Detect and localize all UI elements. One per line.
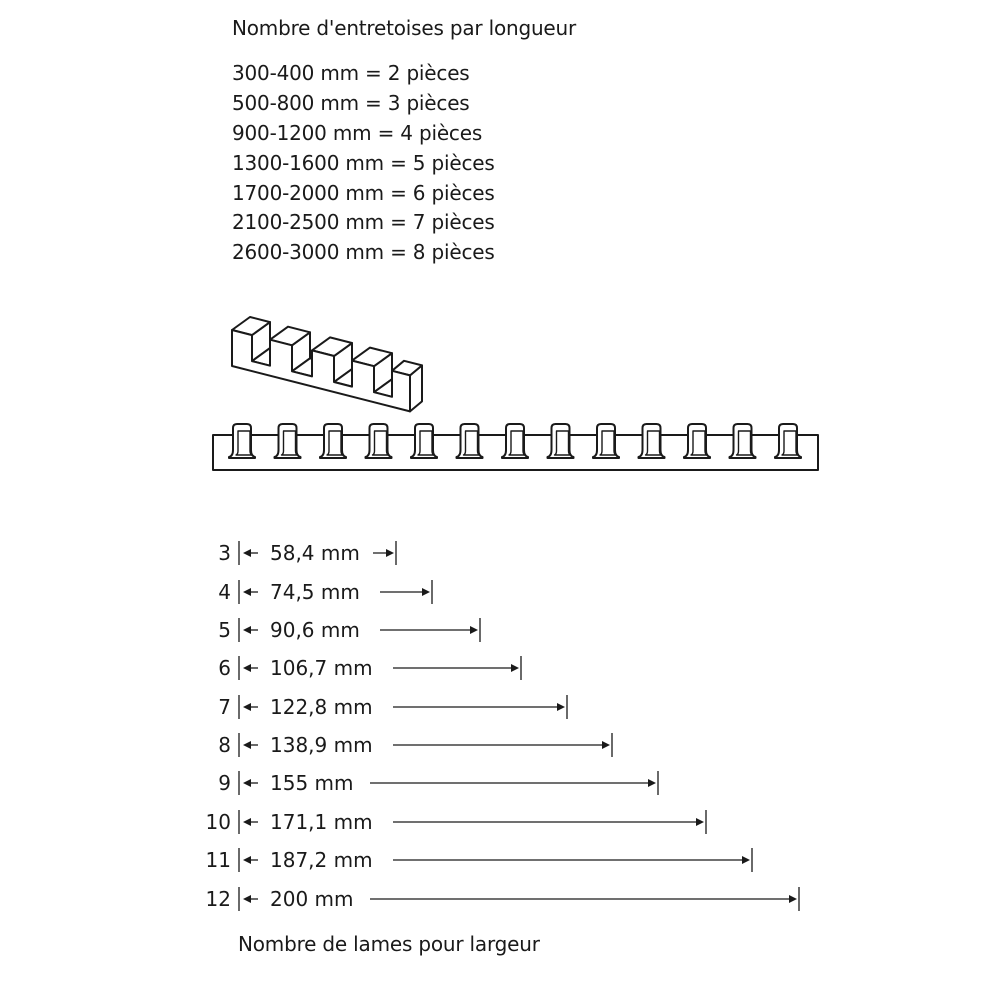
width-row xyxy=(218,695,567,719)
blade-count: 3 xyxy=(218,541,231,565)
blade-count: 8 xyxy=(218,733,231,757)
arrowhead-left xyxy=(243,703,251,711)
rail-clip-slot xyxy=(691,431,707,455)
arrowhead-right xyxy=(557,703,565,711)
arrowhead-right xyxy=(386,549,394,557)
width-value: 171,1 mm xyxy=(270,810,373,834)
spacer-row: 500-800 mm = 3 pièces xyxy=(232,91,470,115)
arrowhead-right xyxy=(511,664,519,672)
width-row xyxy=(206,810,706,834)
rail-clip-slot xyxy=(373,431,389,455)
blade-count: 5 xyxy=(218,618,231,642)
arrowhead-left xyxy=(243,664,251,672)
rail-clip-slot xyxy=(236,431,252,455)
widths-caption: Nombre de lames pour largeur xyxy=(238,932,540,956)
arrowhead-right xyxy=(470,626,478,634)
spacer-row: 1300-1600 mm = 5 pièces xyxy=(232,151,495,175)
width-value: 106,7 mm xyxy=(270,656,373,680)
width-row xyxy=(218,771,658,795)
width-row xyxy=(218,618,480,642)
rail-clip-slot xyxy=(464,431,480,455)
spacer-row: 1700-2000 mm = 6 pièces xyxy=(232,181,495,205)
rail-clip-slot xyxy=(418,431,434,455)
spacer-isometric-illustration xyxy=(232,317,422,411)
width-value: 90,6 mm xyxy=(270,618,360,642)
rail-clip-slot xyxy=(327,431,343,455)
spacers-title: Nombre d'entretoises par longueur xyxy=(232,16,577,40)
width-value: 200 mm xyxy=(270,887,354,911)
width-value: 187,2 mm xyxy=(270,848,373,872)
arrowhead-right xyxy=(602,741,610,749)
width-value: 58,4 mm xyxy=(270,541,360,565)
rail-clip-slot xyxy=(509,431,525,455)
arrowhead-left xyxy=(243,549,251,557)
width-value: 155 mm xyxy=(270,771,354,795)
rail-clip-slot xyxy=(555,431,571,455)
rail-clip-slot xyxy=(737,431,753,455)
rail-clip-slot xyxy=(282,431,298,455)
arrowhead-right xyxy=(648,779,656,787)
rail-clip-slot xyxy=(600,431,616,455)
arrowhead-right xyxy=(742,856,750,864)
spacer-row: 2100-2500 mm = 7 pièces xyxy=(232,210,495,234)
arrowhead-left xyxy=(243,856,251,864)
width-row xyxy=(206,887,799,911)
width-row xyxy=(218,656,521,680)
width-value: 138,9 mm xyxy=(270,733,373,757)
arrowhead-left xyxy=(243,895,251,903)
arrowhead-left xyxy=(243,741,251,749)
arrowhead-right xyxy=(789,895,797,903)
width-row xyxy=(218,541,396,565)
arrowhead-left xyxy=(243,779,251,787)
blade-count: 4 xyxy=(218,580,231,604)
arrowhead-left xyxy=(243,818,251,826)
blade-count: 7 xyxy=(218,695,231,719)
arrowhead-right xyxy=(696,818,704,826)
rail-illustration xyxy=(213,424,818,470)
spacer-row: 900-1200 mm = 4 pièces xyxy=(232,121,483,145)
arrowhead-right xyxy=(422,588,430,596)
width-dimension-list xyxy=(206,541,799,911)
width-row xyxy=(218,580,432,604)
blade-count: 11 xyxy=(205,848,231,872)
blade-count: 10 xyxy=(205,810,231,834)
spacer-row: 300-400 mm = 2 pièces xyxy=(232,61,470,85)
arrowhead-left xyxy=(243,626,251,634)
blade-count: 12 xyxy=(205,887,231,911)
width-row xyxy=(218,733,612,757)
width-row xyxy=(206,848,752,872)
blade-count: 9 xyxy=(218,771,231,795)
width-value: 122,8 mm xyxy=(270,695,373,719)
spacer-row: 2600-3000 mm = 8 pièces xyxy=(232,240,495,264)
width-value: 74,5 mm xyxy=(270,580,360,604)
rail-clip-slot xyxy=(782,431,798,455)
arrowhead-left xyxy=(243,588,251,596)
rail-clip-slot xyxy=(646,431,662,455)
blade-count: 6 xyxy=(218,656,231,680)
